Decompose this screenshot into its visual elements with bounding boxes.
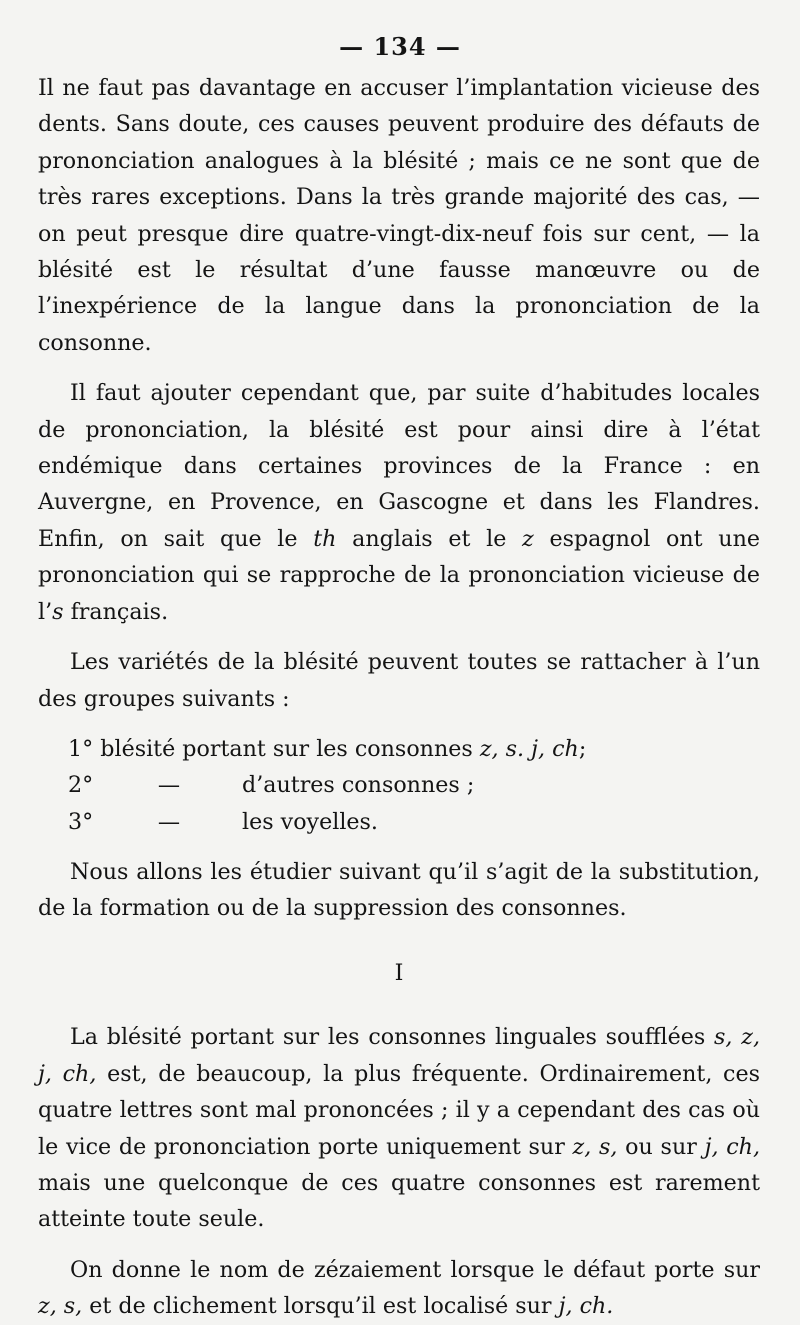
paragraph-3: Les variétés de la blésité peuvent toutes se rattacher à l’un des groupes suivants : (38, 649, 760, 712)
list-item-dash: — (157, 772, 181, 799)
paragraph-5-text-g: mais une quelconque de ces quatre consonnes est rarement atteinte toute seule. (38, 1169, 760, 1233)
paragraph-6-italic-b: z, s, (38, 1293, 83, 1320)
paragraph-5-text-e: ou sur (617, 1133, 705, 1160)
paragraph-2-text-a: Il faut ajouter cependant que, par suite d’habitudes locales de prononciation, la blésité est pour ainsi dire à l’état endémique dans certaines provinces de la France : en Auvergne, en Provence, en Gascogne et dans les Flandres. Enfin, on sait que le (38, 380, 760, 552)
paragraph-5-italic-f: j, ch, (704, 1133, 761, 1160)
paragraph-6-text-a: On donne le nom de zézaiement lorsque le défaut porte sur (70, 1256, 760, 1283)
paragraph-5-text-a: La blésité portant sur les consonnes linguales soufflées (70, 1024, 715, 1051)
paragraph-1: Il ne faut pas davantage en accuser l’implantation vicieuse des dents. Sans doute, ces causes peuvent produire des défauts de prononciation analogues à la blésité ; mais ce ne sont que de très rares exceptions. Dans la très grande majorité des cas, — on peut presque dire quatre-vingt-dix-neuf fois sur cent, — la blésité est le résultat d’une fausse manœuvre ou de l’inexpérience de la langue dans la prononciation de la consonne. (38, 75, 760, 356)
paragraph-5 (38, 1019, 760, 1237)
list-item (38, 767, 760, 803)
list-item (38, 804, 760, 840)
paragraph-5-italic-d: z, s, (572, 1133, 618, 1160)
paragraph-5-italic-b: s, z, j, ch, (38, 1024, 760, 1087)
list-item-text: blésité portant sur les consonnes (93, 735, 480, 762)
list-item-text: d’autres consonnes ; (242, 772, 475, 799)
list-item (38, 731, 760, 767)
list-item-number: 2° (68, 772, 94, 799)
paragraph-2-italic-z: z (522, 525, 534, 552)
paragraph-2 (38, 375, 760, 630)
list-item-dash: — (157, 808, 181, 835)
list-item-text: les voyelles. (242, 808, 378, 835)
paragraph-2-text-e: espagnol ont une prononciation qui se rapproche de la prononciation vicieuse de l’ (38, 525, 761, 625)
paragraph-2-text-g: français. (63, 598, 169, 625)
list-item-italic: z, s. j, ch (479, 735, 579, 762)
paragraph-2-italic-s: s (52, 598, 64, 625)
paragraph-2-italic-th: th (313, 525, 337, 552)
list-item-text-end: ; (578, 735, 587, 762)
page-number: — 134 — (339, 32, 461, 61)
paragraph-6-italic-d: j, ch. (558, 1293, 614, 1320)
paragraph-2-text-c: anglais et le (336, 525, 523, 552)
list-item-number: 3° (68, 808, 94, 835)
groups-list (38, 731, 760, 840)
list-item-number: 1° (68, 735, 94, 762)
section-heading: I (394, 959, 404, 986)
paragraph-6 (38, 1252, 760, 1325)
paragraph-4: Nous allons les étudier suivant qu’il s’agit de la substitution, de la formation ou de la suppression des consonnes. (38, 859, 760, 922)
page-body (38, 70, 760, 1325)
paragraph-5-text-c: est, de beaucoup, la plus fréquente. Ordinairement, ces quatre lettres sont mal prononcées ; il y a cependant des cas où le vice de prononciation porte uniquement sur (38, 1060, 761, 1160)
paragraph-6-text-c: et de clichement lorsqu’il est localisé sur (82, 1293, 559, 1320)
